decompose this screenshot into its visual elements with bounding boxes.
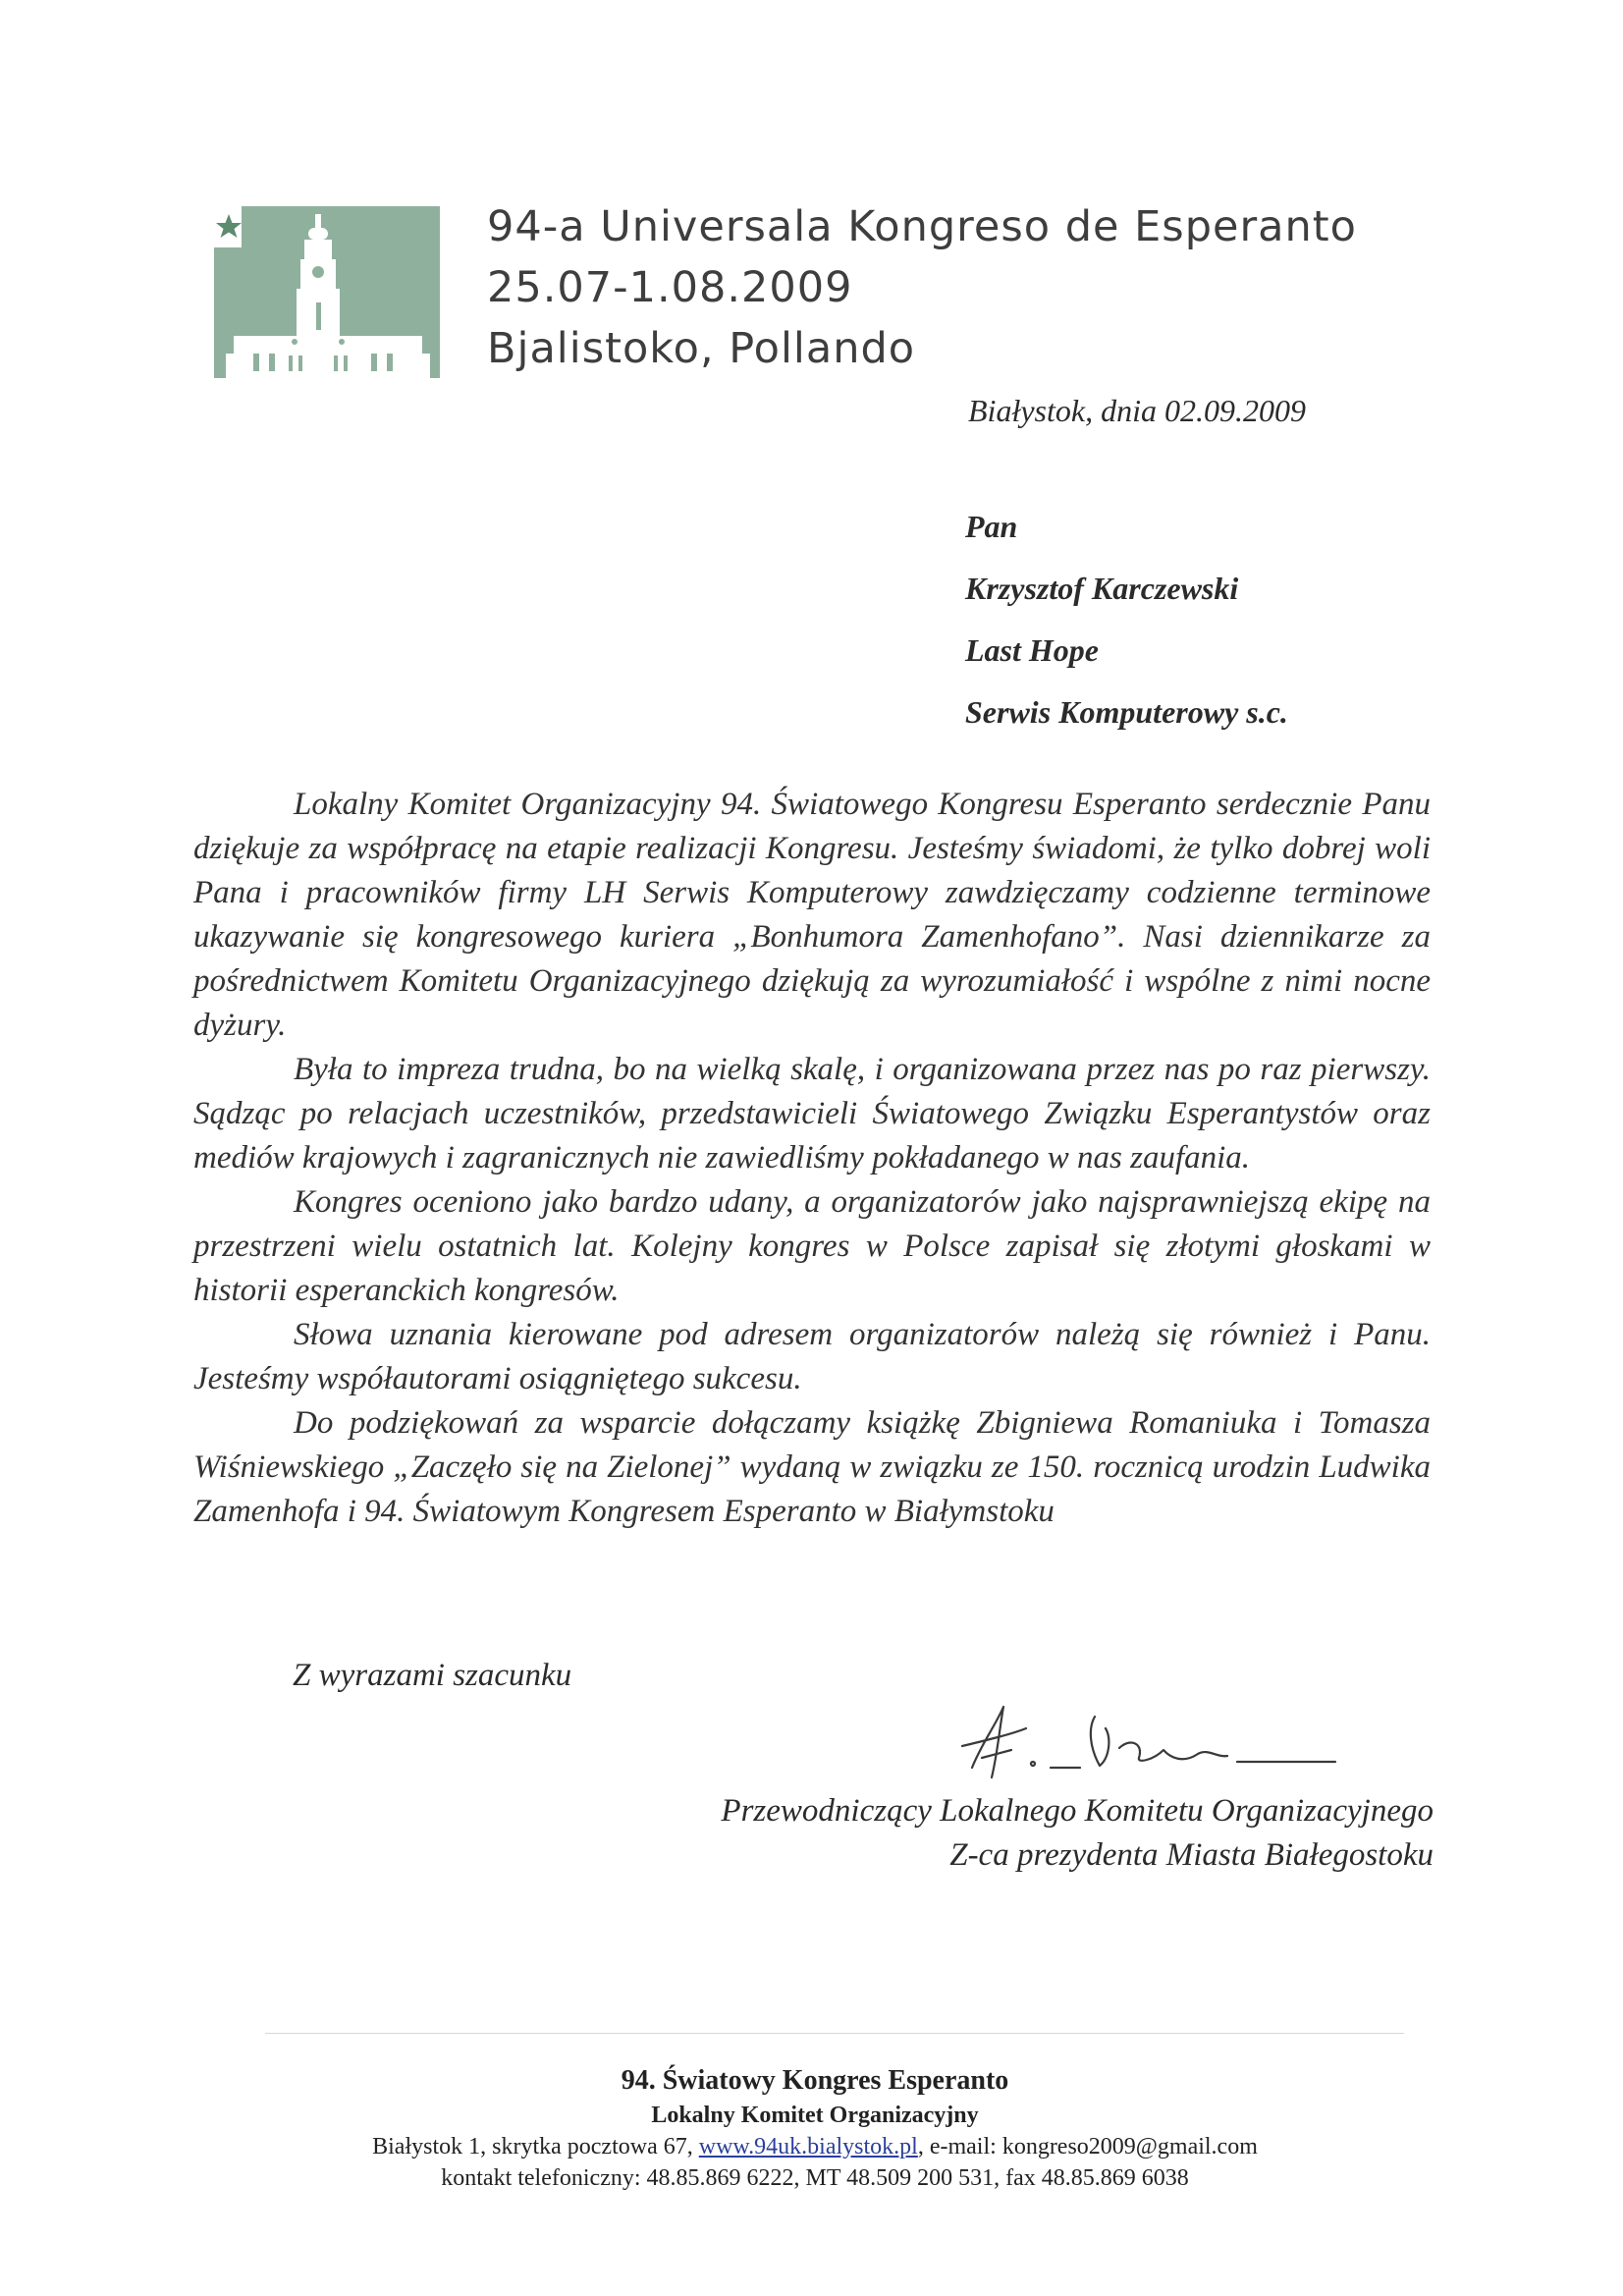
letter-body xyxy=(193,783,1431,1534)
congress-logo-icon xyxy=(214,206,440,378)
recipient-block xyxy=(965,496,1288,743)
footer-divider xyxy=(265,2033,1404,2034)
body-paragraph: Kongres oceniono jako bardzo udany, a organizatorów jako najsprawniejszą ekipę na przestrzeni wielu ostatnich lat. Kolejny kongres w Polsce zapisał się złotymi głoskami w historii esperanckich kongresów. xyxy=(193,1184,1431,1308)
signatory-block xyxy=(550,1789,1434,1878)
footer-title: 94. Światowy Kongres Esperanto xyxy=(621,2065,1009,2096)
footer-subtitle: Lokalny Komitet Organizacyjny xyxy=(651,2103,979,2128)
letterhead-line-2: 25.07-1.08.2009 xyxy=(487,263,853,312)
footer xyxy=(196,2062,1434,2194)
footer-address-text: Białystok 1, skrytka pocztowa 67, xyxy=(372,2134,699,2159)
body-paragraph: Lokalny Komitet Organizacyjny 94. Światowego Kongresu Esperanto serdecznie Panu dziękuje za współpracę na etapie realizacji Kongresu. Jesteśmy świadomi, że tylko dobrej woli Pana i pracowników firmy LH Serwis Komputerowy zawdzięczamy codzienne terminowe ukazywanie się kongresowego kuriera „Bonhumora Zamenhofano”. Nasi dziennikarze za pośrednictwem Komitetu Organizacyjnego dziękują za wyrozumiałość i wspólne z nimi nocne dyżury. xyxy=(193,787,1431,1043)
body-paragraph: Słowa uznania kierowane pod adresem organizatorów należą się również i Panu. Jesteśmy współautorami osiągniętego sukcesu. xyxy=(193,1317,1431,1396)
closing-phrase: Z wyrazami szacunku xyxy=(293,1658,572,1693)
signatory-title-2: Z-ca prezydenta Miasta Białegostoku xyxy=(949,1837,1434,1873)
letterhead-line-1: 94-a Universala Kongreso de Esperanto xyxy=(487,202,1357,251)
letterhead-title xyxy=(487,196,1357,379)
footer-website-link[interactable]: www.94uk.bialystok.pl xyxy=(698,2134,918,2159)
footer-address xyxy=(196,2131,1434,2162)
body-paragraph: Była to impreza trudna, bo na wielką skalę, i organizowana przez nas po raz pierwszy. Sądząc po relacjach uczestników, przedstawicieli Światowego Związku Esperantystów oraz mediów krajowych i zagranicznych nie zawiedliśmy pokładanego w nas zaufania. xyxy=(193,1052,1431,1175)
recipient-company-1: Last Hope xyxy=(965,632,1099,668)
body-paragraph: Do podziękowań za wsparcie dołączamy książkę Zbigniewa Romaniuka i Tomasza Wiśniewskiego „Zaczęło się na Zielonej” wydaną w związku ze 150. rocznicą urodzin Ludwika Zamenhofa i 94. Światowym Kongresem Esperanto w Białymstoku xyxy=(193,1405,1431,1529)
footer-email-text: , e-mail: kongreso2009@gmail.com xyxy=(917,2134,1258,2159)
footer-phones: kontakt telefoniczny: 48.85.869 6222, MT 48.509 200 531, fax 48.85.869 6038 xyxy=(441,2165,1189,2191)
handwritten-signature xyxy=(943,1699,1375,1787)
letter-date: Białystok, dnia 02.09.2009 xyxy=(968,393,1306,428)
recipient-salutation: Pan xyxy=(965,509,1018,544)
recipient-company-2: Serwis Komputerowy s.c. xyxy=(965,694,1288,730)
signatory-title-1: Przewodniczący Lokalnego Komitetu Organizacyjnego xyxy=(721,1793,1434,1829)
recipient-name: Krzysztof Karczewski xyxy=(965,571,1239,606)
letterhead-line-3: Bjalistoko, Pollando xyxy=(487,324,916,373)
